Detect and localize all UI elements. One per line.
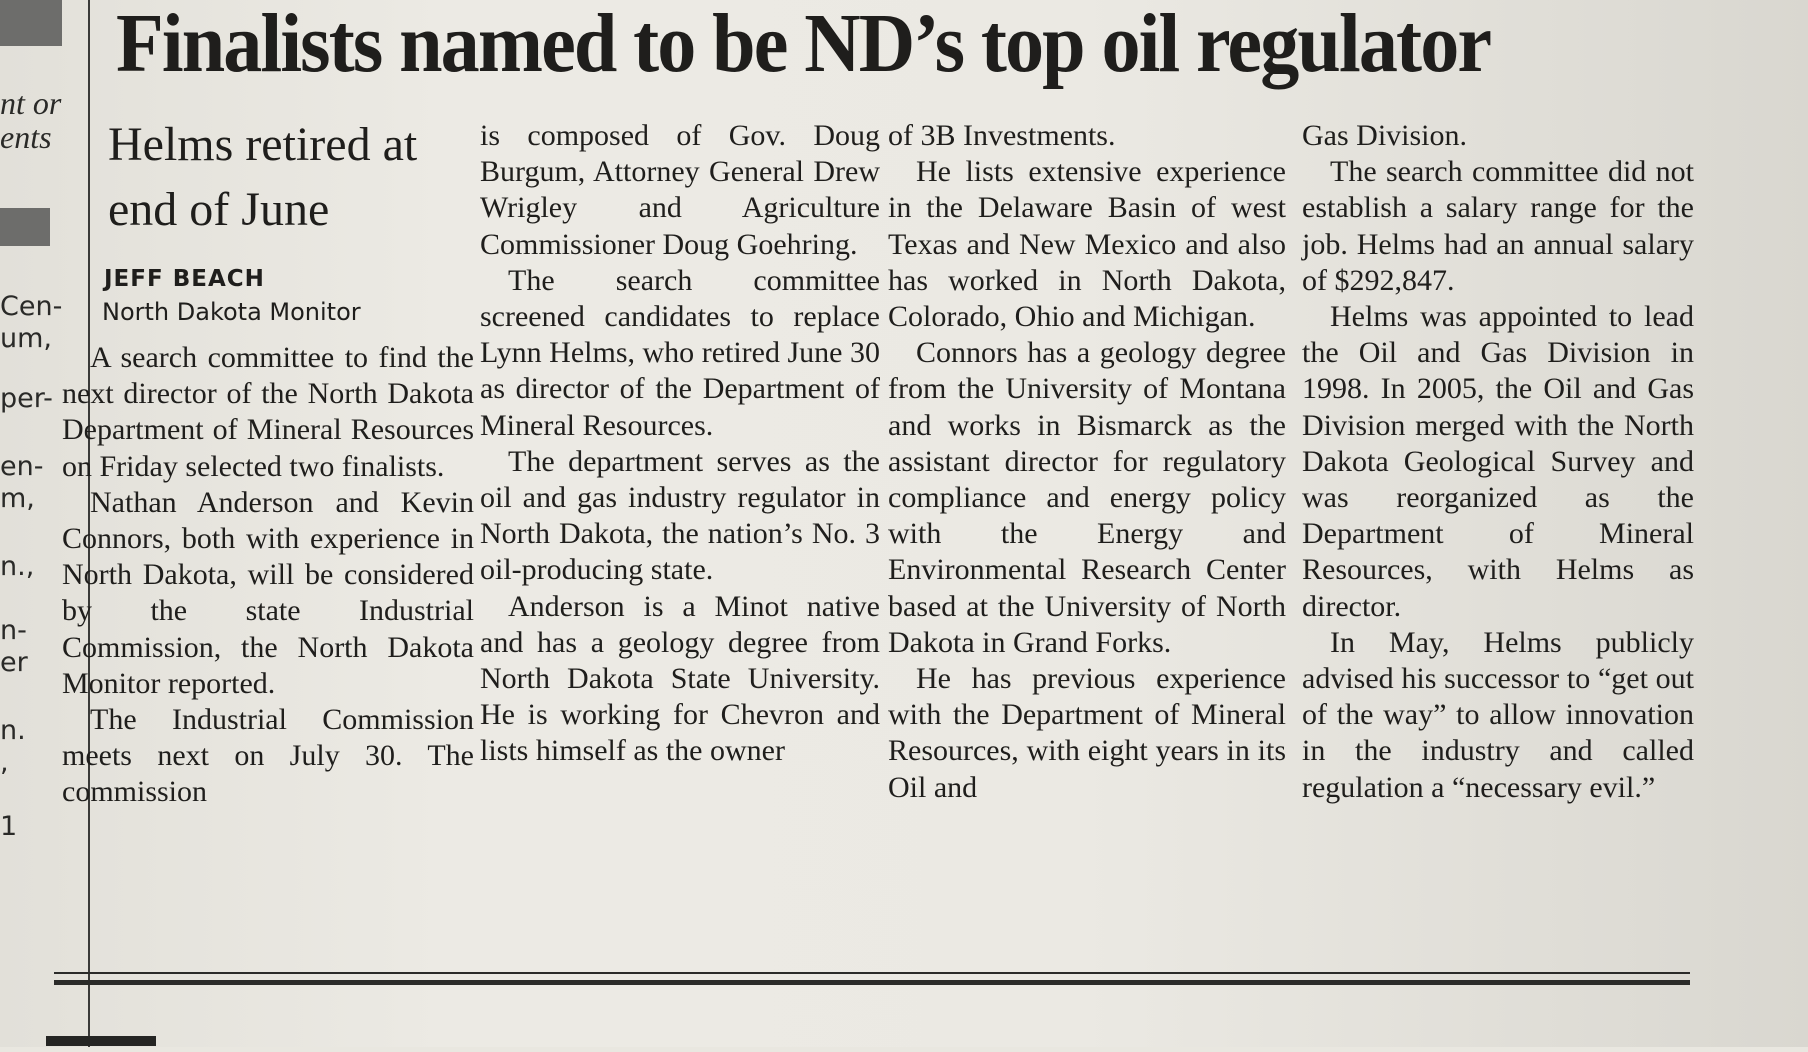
fragment-line: n-	[0, 615, 27, 646]
article-column-2	[480, 118, 880, 770]
fragment-line: nt or	[0, 85, 62, 121]
paragraph: In May, Helms publicly advised his successor to “get out of the way” to allow innovation in the industry and called regulation a “necessary evil.”	[1302, 625, 1694, 804]
paragraph: The search committee screened candidates to replace Lynn Helms, who retired June 30 as director of the Department of Mineral Resources.	[480, 263, 880, 442]
section-rule	[54, 980, 1690, 985]
section-rule	[54, 972, 1690, 974]
article-column-3	[888, 118, 1286, 806]
fragment-line: um,	[0, 323, 52, 354]
subheadline: Helms retired at end of June	[108, 118, 418, 236]
paragraph: Connors has a geology degree from the University of Montana and works in Bismarck as the assistant director for regulatory compliance and energy policy with the Energy and Environmental Research Center based at the University of North Dakota in Grand Forks.	[888, 336, 1286, 659]
paragraph: He lists extensive experience in the Delaware Basin of west Texas and New Mexico and also has worked in North Dakota, Colorado, Ohio and Michigan.	[888, 155, 1286, 334]
fragment-line: ,	[0, 747, 9, 778]
article-column-4	[1302, 118, 1694, 806]
paragraph: The department serves as the oil and gas industry regulator in North Dakota, the nation’s No. 3 oil-producing state.	[480, 444, 880, 587]
paragraph: A search committee to find the next director of the North Dakota Department of Mineral Resources on Friday selected two finalists.	[62, 341, 474, 483]
fragment-line: n.,	[0, 551, 35, 582]
article-column-1	[62, 340, 474, 811]
fragment-line: 1	[0, 811, 18, 842]
fragment-line: en-	[0, 451, 44, 482]
gray-block	[0, 208, 50, 246]
gray-block	[0, 0, 62, 46]
headline: Finalists named to be ND’s top oil regulator	[116, 0, 1491, 90]
paragraph: is composed of Gov. Doug Burgum, Attorney General Drew Wrigley and Agriculture Commissioner Doug Goehring.	[480, 119, 880, 261]
paragraph: Anderson is a Minot native and has a geology degree from North Dakota State University. He is working for Chevron and lists himself as the owner	[480, 589, 880, 768]
paragraph: The Industrial Commission meets next on July 30. The commission	[62, 703, 474, 809]
paragraph: Helms was appointed to lead the Oil and Gas Division in 1998. In 2005, the Oil and Gas Division merged with the North Dakota Geological Survey and was reorganized as the Department of Mineral Resources, with Helms as director.	[1302, 300, 1694, 623]
fragment-line: per-	[0, 383, 53, 414]
paragraph: He has previous experience with the Department of Mineral Resources, with eight years in its Oil and	[888, 662, 1286, 804]
fragment-line: ents	[0, 119, 52, 155]
next-headline-fragment	[46, 1022, 166, 1052]
paragraph: Nathan Anderson and Kevin Connors, both with experience in North Dakota, will be considered by the state Industrial Commission, the North Dakota Monitor reported.	[62, 485, 474, 700]
paragraph: Gas Division.	[1302, 119, 1467, 152]
fragment-line: n.	[0, 715, 26, 746]
paragraph: of 3B Investments.	[888, 119, 1116, 152]
fragment-line: Cen-	[0, 291, 63, 322]
fragment-line: er	[0, 647, 28, 678]
byline-outlet: North Dakota Monitor	[102, 298, 361, 326]
fragment-line: m,	[0, 483, 35, 514]
paragraph: The search committee did not establish a salary range for the job. Helms had an annual salary of $292,847.	[1302, 155, 1694, 297]
byline: JEFF BEACH	[104, 266, 265, 292]
